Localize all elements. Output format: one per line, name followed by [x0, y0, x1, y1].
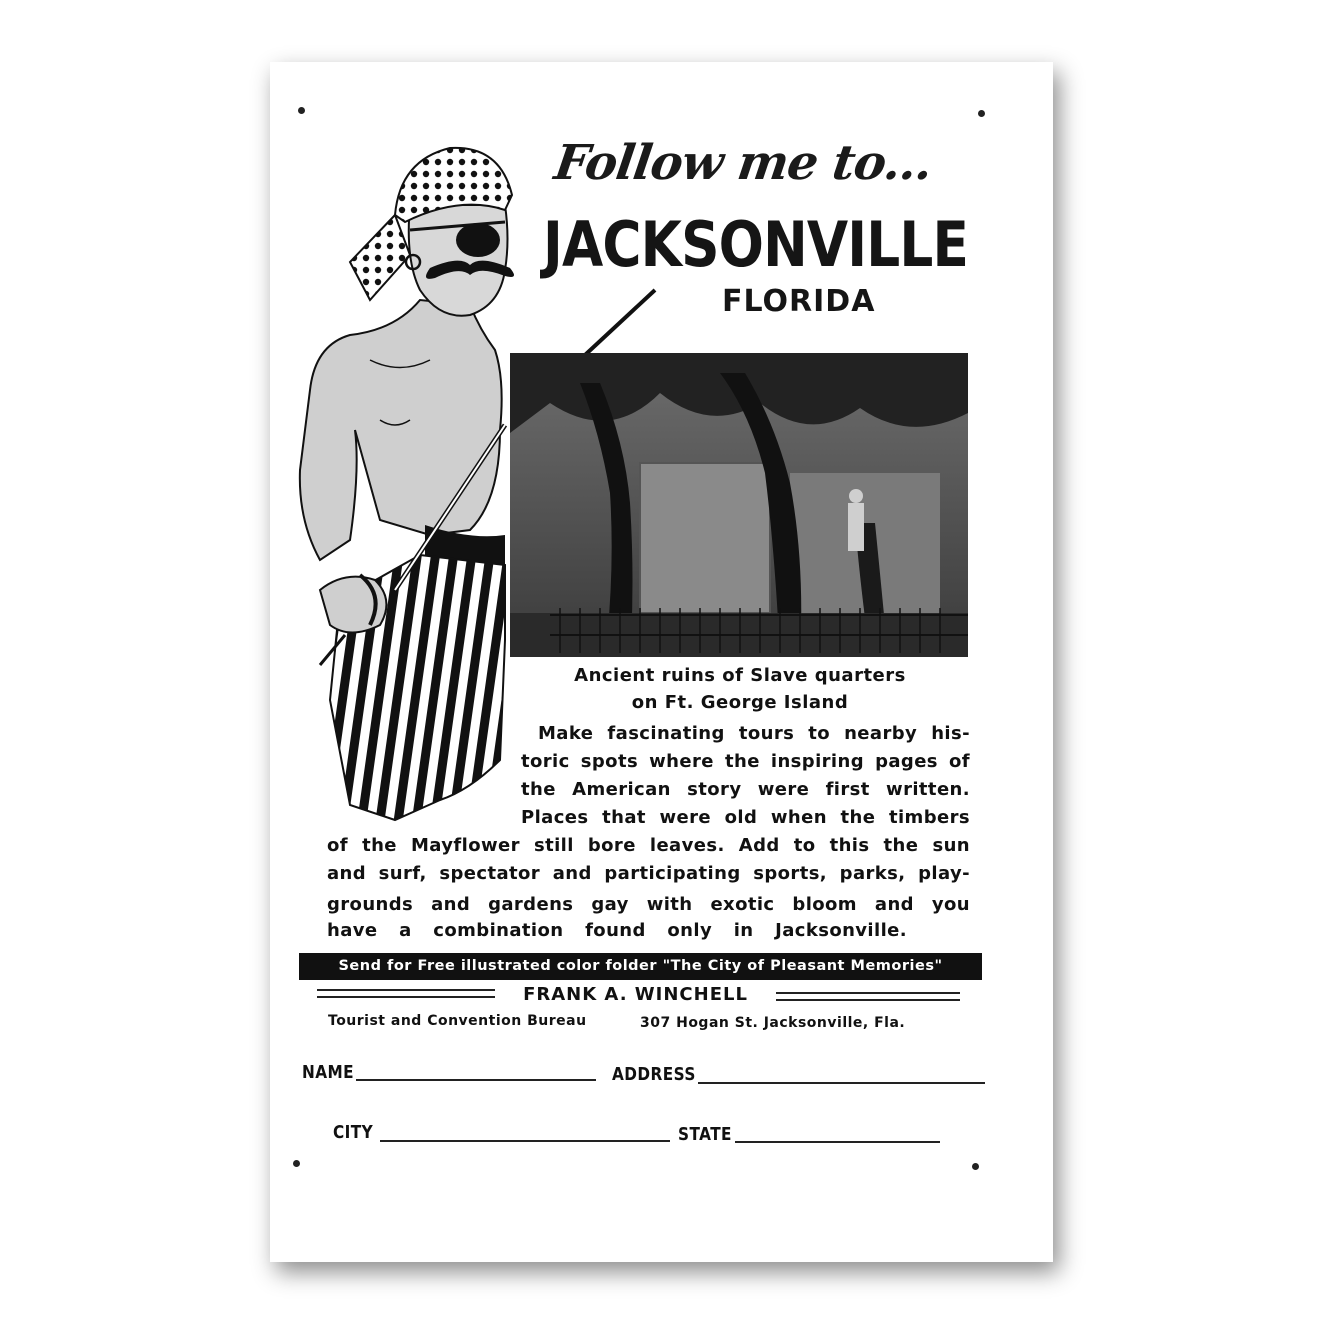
- city-field[interactable]: [380, 1140, 670, 1142]
- city-label: CITY: [333, 1122, 374, 1143]
- headline-state: FLORIDA: [722, 284, 876, 319]
- headline-city: JACKSONVILLE: [543, 208, 969, 281]
- rule-left-1: [317, 989, 495, 991]
- body-line-7: grounds and gardens gay with exotic bloom and you: [327, 894, 970, 915]
- caption-line-1: Ancient ruins of Slave quarters: [574, 665, 906, 686]
- headline-script: Follow me to...: [551, 135, 936, 191]
- rule-right-1: [776, 992, 960, 994]
- ruins-photo: [510, 353, 968, 657]
- corner-hole-bottom-right: [972, 1163, 979, 1170]
- corner-hole-top-left: [298, 107, 305, 114]
- contact-name: FRANK A. WINCHELL: [523, 984, 748, 1005]
- body-line-5: of the Mayflower still bore leaves. Add to this the sun: [327, 835, 970, 856]
- rule-right-2: [776, 999, 960, 1001]
- name-label: NAME: [302, 1062, 355, 1083]
- corner-hole-top-right: [978, 110, 985, 117]
- address-field[interactable]: [698, 1082, 985, 1084]
- caption-line-2: on Ft. George Island: [631, 692, 849, 713]
- contact-address: 307 Hogan St. Jacksonville, Fla.: [640, 1015, 906, 1031]
- body-line-2: toric spots where the inspiring pages of: [521, 751, 970, 772]
- body-line-6: and surf, spectator and participating sports, parks, play-: [327, 863, 970, 884]
- body-line-3: the American story were first written.: [521, 779, 970, 800]
- address-label: ADDRESS: [612, 1064, 696, 1085]
- body-line-1: Make fascinating tours to nearby his-: [538, 723, 970, 744]
- rule-left-2: [317, 996, 495, 998]
- photo-caption: [510, 662, 970, 716]
- state-field[interactable]: [735, 1141, 940, 1143]
- name-field[interactable]: [356, 1079, 596, 1081]
- contact-bureau: Tourist and Convention Bureau: [328, 1013, 587, 1029]
- body-line-4: Places that were old when the timbers: [521, 807, 970, 828]
- free-folder-banner: Send for Free illustrated color folder "The City of Pleasant Memories": [299, 953, 982, 980]
- body-line-8: have a combination found only in Jacksonville.: [327, 920, 907, 941]
- state-label: STATE: [678, 1124, 732, 1145]
- corner-hole-bottom-left: [293, 1160, 300, 1167]
